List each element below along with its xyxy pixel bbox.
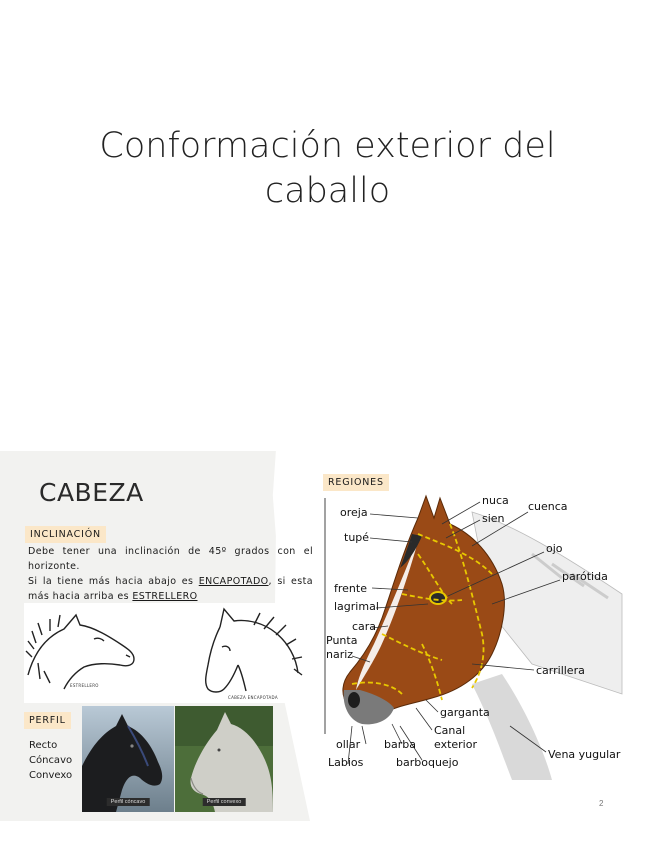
horse-head-regions-diagram — [322, 494, 630, 780]
section-title: CABEZA — [39, 478, 144, 507]
label-nariz: nariz — [326, 648, 354, 661]
label-barboquejo: barboquejo — [396, 756, 459, 769]
eye — [430, 592, 446, 604]
inclinacion-line-2-pre: Si la tiene más hacia abajo es — [28, 576, 199, 587]
inclinacion-line-1: Debe tener una inclinación de 45º grados con el horizonte. — [28, 546, 313, 572]
encapotada-sketch — [206, 609, 302, 692]
label-punta: Punta — [326, 634, 358, 647]
encapotada-caption: CABEZA ENCAPOTADA — [228, 695, 278, 700]
inclinacion-tag: INCLINACIÓN — [25, 526, 106, 543]
label-barba: barba — [384, 738, 416, 751]
perfil-item-recto: Recto — [29, 740, 58, 751]
label-parotida: parótida — [562, 570, 608, 583]
nostril — [348, 692, 360, 708]
label-sien: sien — [482, 512, 505, 525]
perfil-tag: PERFIL — [24, 712, 71, 729]
estrellero-sketch — [26, 615, 134, 689]
photo-perfil-convexo — [175, 706, 273, 812]
label-nuca: nuca — [482, 494, 509, 507]
photo-label-convexo: Perfil convexo — [203, 798, 246, 806]
regiones-tag: REGIONES — [323, 474, 389, 491]
photo-label-concavo: Perfil cóncavo — [107, 798, 150, 806]
perfil-item-convexo: Convexo — [29, 770, 73, 781]
term-estrellero: ESTRELLERO — [132, 591, 198, 602]
head-inclination-sketches — [24, 603, 306, 703]
sketch-drawings — [24, 603, 306, 703]
label-canal: Canal — [434, 724, 466, 737]
label-lagrimal: lagrimal — [334, 600, 379, 613]
label-oreja: oreja — [340, 506, 368, 519]
page-number: 2 — [599, 799, 604, 808]
label-cuenca: cuenca — [528, 500, 568, 513]
label-frente: frente — [334, 582, 367, 595]
label-tupe: tupé — [344, 531, 370, 544]
label-exterior: exterior — [434, 738, 477, 751]
title-line-2: caballo — [264, 171, 391, 211]
white-horse-image — [175, 706, 273, 812]
inclinacion-description — [28, 544, 313, 604]
label-cara: cara — [352, 620, 377, 633]
estrellero-caption: ESTRELLERO — [70, 683, 99, 688]
perfil-item-concavo: Cóncavo — [29, 755, 73, 766]
term-encapotado: ENCAPOTADO — [198, 576, 269, 587]
title-line-1: Conformación exterior del — [99, 126, 556, 166]
photo-perfil-concavo — [82, 706, 174, 812]
dark-horse-image — [82, 706, 174, 812]
label-vena-yugular: Vena yugular — [548, 748, 621, 761]
label-ollar: ollar — [336, 738, 361, 751]
perfil-list — [29, 738, 72, 783]
label-ojo: ojo — [546, 542, 563, 555]
inclinacion-line-2-mid: , si esta más hacia arriba es — [28, 576, 313, 602]
label-carrillera: carrillera — [536, 664, 585, 677]
label-labios: Labios — [328, 756, 364, 769]
regions-svg — [322, 494, 630, 780]
label-garganta: garganta — [440, 706, 490, 719]
slide-title — [60, 124, 595, 214]
